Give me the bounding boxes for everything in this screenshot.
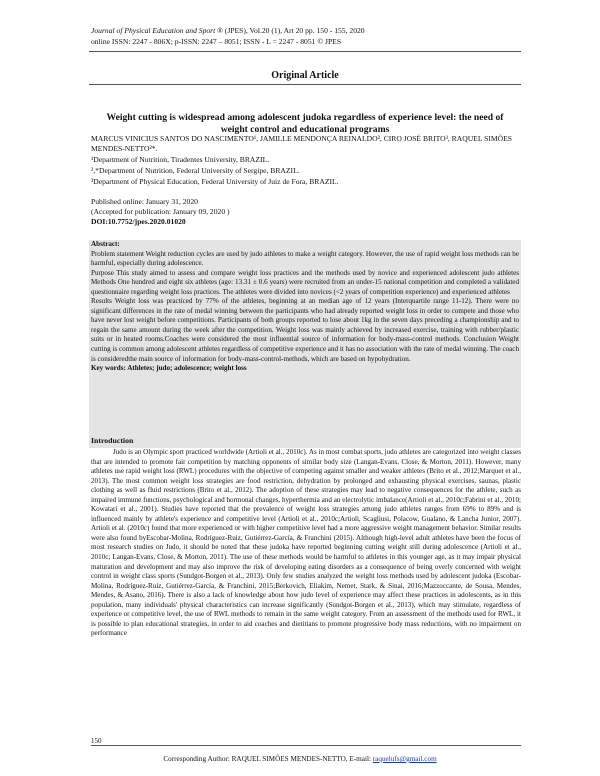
abstract-label: Abstract: <box>91 240 120 248</box>
journal-volume: ® (JPES), Vol.20 (1), Art 20 pp. 150 - 155, 2020 <box>215 26 365 35</box>
article-title: Weight cutting is widespread among adolescent judoka regardless of experience level: the need of weight control and educational programs <box>106 112 504 135</box>
corresponding-author <box>0 755 600 763</box>
abstract-results: Results Weight loss was practiced by 77% of the athletes, beginning at an median age of 12 years (Interquartile range 11-12). There were no significant differences in the rate of medal winning between the participants who had already reported weight loss in order to compete and those who have never lost weight before competitions. Participants of both groups reported to lose about 1kg in the seven days preceding a championship and to regain the same amount during the week after the competition. Weight loss was mainly achieved by increased exercise, training with rubber/plastic suits or in heated rooms.Coaches were considered the most influential source of information for body-mass-control methods. Conclusion Weight cutting is common among adolescent athletes regardless of competitive experience and it has no association with the rate of medal winning. The coach is consideredthe main source of information for body-mass-control-methods, which are based on hypohydration. <box>91 297 519 363</box>
abstract-box <box>89 240 521 448</box>
introduction-body <box>91 448 521 639</box>
header-rule <box>89 51 521 52</box>
author-list: MARCUS VINICIUS SANTOS DO NASCIMENTO¹, JAMILLE MENDONÇA REINALDO², CIRO JOSÉ BRITO³, RAQUEL SIMÕES MENDES-NETTO²*. <box>91 134 512 153</box>
abstract-purpose: Purpose This study aimed to assess and compare weight loss practices and the methods used by novice and experienced adolescent judo athletes Methods One hundred and eight six athletes (age: 13.31 ± 0.6 years) were recruited from an under-15 national competition and completed a validated questionnaire regarding weight loss practices. The athletes were divided into novices (<2 years of competition experience) and experienced athletes <box>91 268 519 296</box>
doi: DOI:10.7752/jpes.2020.01020 <box>91 217 186 226</box>
section-rule <box>89 84 521 85</box>
introduction-paragraph: Judo is an Olympic sport practiced worldwide (Artioli et al., 2010c). As in most combat sports, judo athletes are categorized into weight classes that are intended to promote fair competition by matching opponents of similar body size (Langan-Evans, Close, & Morton, 2011). However, many athletes use rapid weight loss (RWL) procedures with the objective of competing against smaller and weaker athletes (Brito et al., 2012;Marquet et al., 2013). The most common weight loss strategies are food restriction, dehydration by prolonged and exhausting physical exercises, saunas, plastic clothing as well as fluid restrictions (Brito et al., 2012). The adoption of these strategies may lead to negative consequences for the athlete, such as impaired immune functions, psychological and hormonal changes, hyperthermia and an electrolytic imbalance(Artioli et al., 2010c;Fabrini et al., 2010; Kowatari et al., 2001). Studies have reported that the prevalence of weight loss strategies among judo athletes ranges from 69% to 89% and is influenced mainly by athlete's experience and competitive level (Artioli et al., 2010c;Artioli, Scagliusi, Polacow, Gualano, & Lancha Junior, 2007). Artioli et al. (2010c) found that more experienced or with higher competitive level had a more aggressive weight management behavior. Similar results were also found byEscobar-Molina, Rodríguez-Ruiz, Gutiérrez-García, & Franchini (2015). Although high-level adult athletes have been the focus of most research studies on Judo, it should be noted that these judoka have reported beginning cutting weight still during adolescence (Artioli et al., 2010c; Langan-Evans, Close, & Morton, 2011). The use of these methods would be harmful to athletes in this younger age, as it may impair physical maturation and development and may also improve the risk of developing eating disorders as a consequence of being overly concerned with weight control in weight class sports (Sundgot-Borgen et al., 2013). Only few studies analyzed the weight loss methods used by adolescent judoka (Escobar-Molina, Rodríguez-Ruiz, Gutiérrez-García, & Franchini, 2015;Berkovich, Eliakim, Nemet, Stark, & Sinai, 2016;Mazzoccante, de Sousa, Mendes, Mendes, & Asano, 2016). There is also a lack of knowledge about how judo level of experience may affect these practices in adolescents, as in this population, many individuals' physical characteristics can increase significantly (Sundgot-Borgen et al., 2013), which may stimulate, regardless of experience or competitive level, the use of RWL methods to remain in the same weight category. From an assessment of the methods used for RWL, it is possible to plan educational strategies, in order to aid coaches and dietitians to promote progressive body mass reductions, with no impairment on performance <box>91 448 521 638</box>
page-number: 150 <box>91 737 102 745</box>
keywords: Key words: Athletes; judo; adolescence; weight loss <box>91 364 247 373</box>
affiliation-1: ¹Department of Nutrition, Tiradentes University, BRAZIL. <box>91 155 270 164</box>
affiliation-2: ²,*Department of Nutrition, Federal University of Sergipe, BRAZIL. <box>91 166 300 175</box>
journal-name: Journal of Physical Education and Sport <box>91 26 216 35</box>
journal-issn: online ISSN: 2247 - 806X; p-ISSN: 2247 – 8051; ISSN - L = 2247 - 8051 © JPES <box>91 36 342 46</box>
affiliation-3: ³Department of Physical Education, Federal University of Juiz de Fora, BRAZIL. <box>91 177 339 186</box>
introduction-heading: Introduction <box>91 436 134 445</box>
accepted-date: (Accepted for publication: January 09, 2020 ) <box>91 207 230 216</box>
published-online: Published online: January 31, 2020 <box>91 197 198 206</box>
author-email-link[interactable]: raquelufs@gmail.com <box>372 755 437 763</box>
section-label: Original Article <box>271 70 339 81</box>
corresponding-author-label: Corresponding Author: RAQUEL SIMÕES MENDES-NETTO, E-mail: <box>163 755 373 763</box>
footer-rule <box>91 745 521 746</box>
publication-info <box>91 197 521 227</box>
abstract-problem: Problem statement Weight reduction cycles are used by judo athletes to make a weight category. However, the use of rapid weight loss methods can be harmful, especially during adolescence. <box>91 249 519 268</box>
journal-header <box>91 26 521 47</box>
